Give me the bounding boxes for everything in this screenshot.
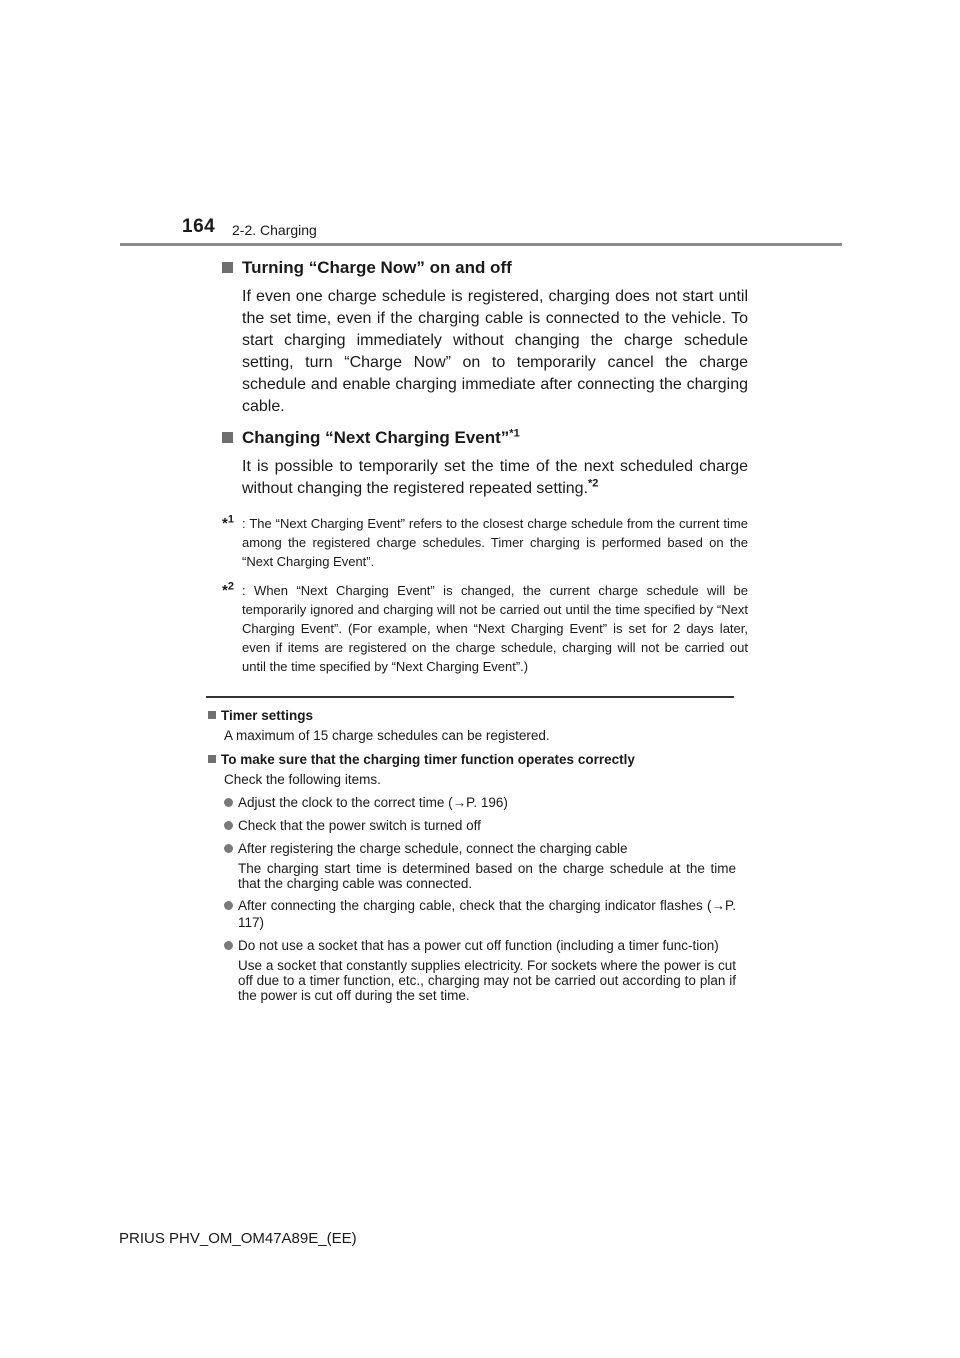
info-heading-check: To make sure that the charging timer function operates correctly — [208, 750, 736, 769]
square-bullet-icon — [222, 432, 233, 443]
bullet-item: Adjust the clock to the correct time (→P. 196) — [224, 794, 736, 811]
heading-next-charging-event-text: Changing “Next Charging Event” — [242, 428, 510, 447]
charge-now-body: If even one charge schedule is registered, charging does not start until the set time, even if the charging cable is connected to the vehicle. To start charging immediately without changing the charge schedule setting, turn “Charge Now” on to temporarily cancel the charge schedule and enable charging immediate after connecting the charging cable. — [242, 288, 748, 415]
circle-bullet-icon — [224, 844, 233, 853]
heading-charge-now — [222, 256, 748, 280]
section-title: 2-2. Charging — [232, 222, 317, 238]
main-content — [222, 252, 748, 1003]
page-number: 164 — [182, 216, 216, 237]
next-charging-event-body — [242, 456, 748, 500]
circle-bullet-icon — [224, 798, 233, 807]
footnote-2 — [222, 581, 748, 676]
square-bullet-icon — [222, 262, 233, 273]
heading-charge-now-text: Turning “Charge Now” on and off — [242, 258, 512, 277]
bullet-item: Do not use a socket that has a power cut off function (including a timer func-tion) — [224, 937, 736, 954]
next-charging-event-body-text: It is possible to temporarily set the time of the next scheduled charge without changing the registered repeated setting. — [242, 458, 748, 497]
footnote-text: : When “Next Charging Event” is changed, the current charge schedule will be temporarily ignored and charging will not be carried out until the time specified by “Next Charging Event”. (For example, when “Next Charging Event” is set for 2 days later, even if items are registered on the charge schedule, charging will not be carried out until the time specified by “Next Charging Event”.) — [242, 583, 748, 674]
footnote-1 — [222, 514, 748, 571]
bullet-item: After registering the charge schedule, connect the charging cable — [224, 840, 736, 857]
footnote-text: : The “Next Charging Event” refers to the closest charge schedule from the current time among the registered charge schedules. Timer charging is performed based on the “Next Charging Event”. — [242, 516, 748, 569]
square-bullet-icon — [208, 755, 216, 763]
circle-bullet-icon — [224, 821, 233, 830]
footnote-mark: *$^1$ — [222, 513, 234, 532]
info-section — [208, 706, 736, 1003]
info-check-text: Check the following items. — [224, 771, 381, 787]
bullet-sub-text: Use a socket that constantly supplies electricity. For sockets where the power is cut off due to a timer function, etc., charging may not be carried out according to plan if the power is cut off during the set time. — [238, 957, 736, 1003]
header-rule — [120, 243, 842, 246]
bullet-sub-text: The charging start time is determined based on the charge schedule at the time that the charging cable was connected. — [238, 860, 736, 891]
document-code: PRIUS PHV_OM_OM47A89E_(EE) — [119, 1230, 357, 1247]
circle-bullet-icon — [224, 901, 233, 910]
footnote-ref-2: *2 — [588, 477, 599, 490]
circle-bullet-icon — [224, 941, 233, 950]
section-divider — [206, 696, 734, 698]
heading-next-charging-event — [222, 426, 748, 450]
footnote-mark: *$^2$ — [222, 580, 234, 599]
info-heading-timer: Timer settings — [208, 706, 736, 725]
info-timer-text: A maximum of 15 charge schedules can be registered. — [224, 727, 550, 743]
footnote-ref-1: *1 — [509, 427, 520, 440]
bullet-item: Check that the power switch is turned off — [224, 817, 736, 834]
square-bullet-icon — [208, 711, 216, 719]
bullet-item: After connecting the charging cable, check that the charging indicator flashes (→P. 117) — [224, 897, 736, 931]
